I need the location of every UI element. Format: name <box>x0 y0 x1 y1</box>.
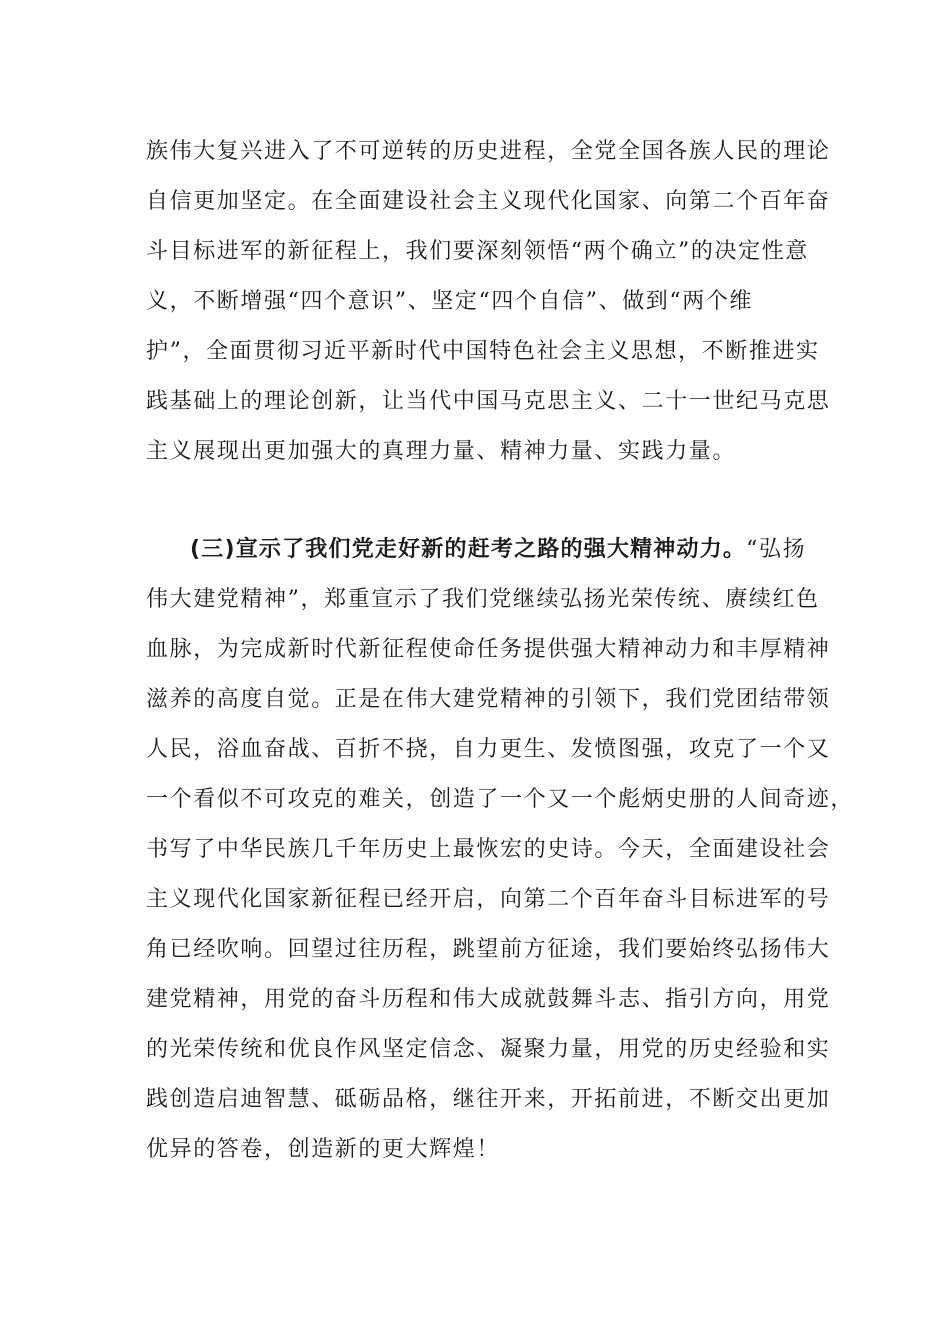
paragraph-2-first-line-rest: “弘扬 <box>746 537 807 562</box>
paragraph-2-line: 一个看似不可攻克的难关，创造了一个又一个彪炳史册的人间奇迹， <box>146 787 855 812</box>
paragraph-2-line: 书写了中华民族几千年历史上最恢宏的史诗。今天，全面建设社会 <box>146 837 831 862</box>
paragraph-1-line: 主义展现出更加强大的真理力量、精神力量、实践力量。 <box>146 439 737 464</box>
paragraph-2-line: 优异的答卷，创造新的更大辉煌！ <box>146 1137 501 1162</box>
paragraph-2-line: 伟大建党精神”，郑重宣示了我们党继续弘扬光荣传统、赓续红色 <box>146 587 820 612</box>
paragraph-1-line: 践基础上的理论创新，让当代中国马克思主义、二十一世纪马克思 <box>146 389 831 414</box>
paragraph-2-line: 滋养的高度自觉。正是在伟大建党精神的引领下，我们党团结带领 <box>146 687 831 712</box>
paragraph-2-line: 血脉，为完成新时代新征程使命任务提供强大精神动力和丰厚精神 <box>146 637 831 662</box>
paragraph-1-line: 自信更加坚定。在全面建设社会主义现代化国家、向第二个百年奋 <box>146 189 831 214</box>
paragraph-2-line: 人民，浴血奋战、百折不挠，自力更生、发愤图强，攻克了一个又 <box>146 737 831 762</box>
paragraph-2-line: 建党精神，用党的奋斗历程和伟大成就鼓舞斗志、指引方向，用党 <box>146 987 831 1012</box>
section-heading: (三)宣示了我们党走好新的赶考之路的强大精神动力。 <box>190 537 747 562</box>
paragraph-2-line: 主义现代化国家新征程已经开启，向第二个百年奋斗目标进军的号 <box>146 887 831 912</box>
paragraph-2-line: 践创造启迪智慧、砥砺品格，继往开来，开拓前进，不断交出更加 <box>146 1087 831 1112</box>
paragraph-1-line: 义，不断增强“四个意识”、坚定“四个自信”、做到“两个维 <box>146 289 754 314</box>
paragraph-1-line: 护”，全面贯彻习近平新时代中国特色社会主义思想，不断推进实 <box>146 339 820 364</box>
paragraph-1-line: 斗目标进军的新征程上，我们要深刻领悟“两个确立”的决定性意 <box>146 239 809 264</box>
paragraph-2-first-line <box>190 535 880 565</box>
paragraph-2-line: 的光荣传统和优良作风坚定信念、凝聚力量，用党的历史经验和实 <box>146 1037 831 1062</box>
paragraph-1-line: 族伟大复兴进入了不可逆转的历史进程，全党全国各族人民的理论 <box>146 139 831 164</box>
paragraph-2-line: 角已经吹响。回望过往历程，跳望前方征途，我们要始终弘扬伟大 <box>146 937 831 962</box>
